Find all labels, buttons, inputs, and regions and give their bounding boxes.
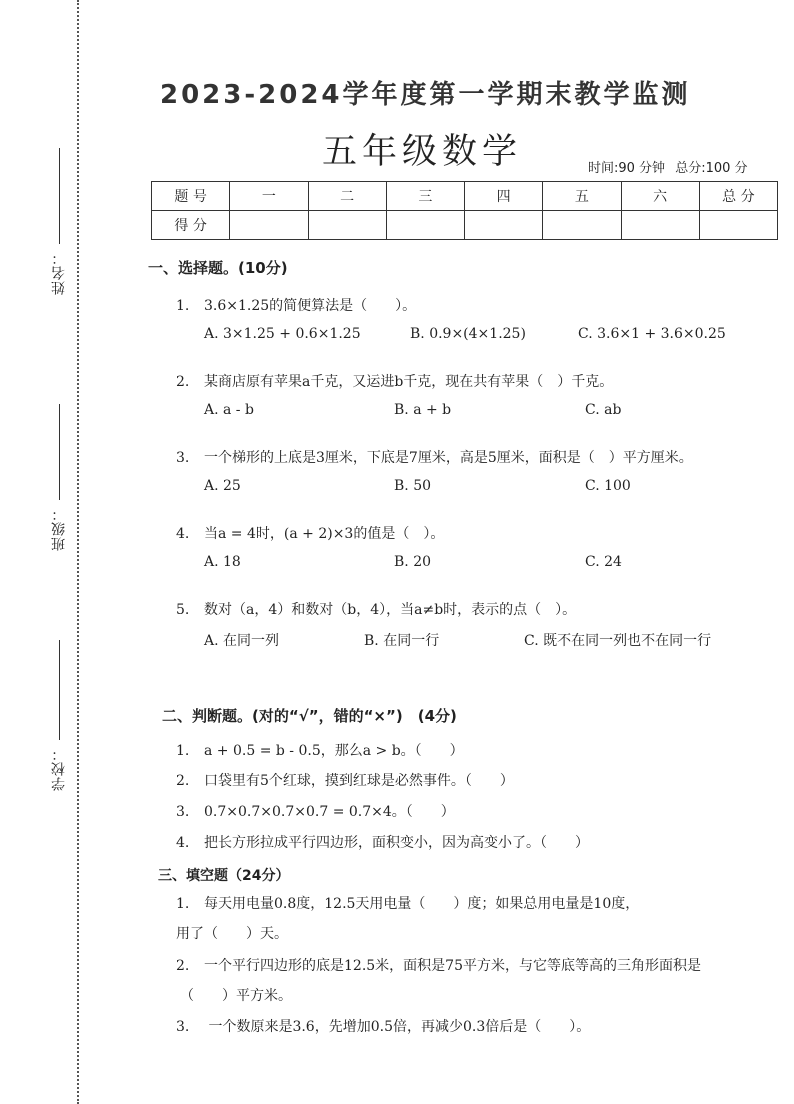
option-c[interactable]: C. ab [585,402,622,418]
option-b[interactable]: B. a + b [394,402,452,418]
time-info [588,157,754,176]
question-text: 口袋里有5个红球，摸到红球是必然事件。（ ） [204,773,514,789]
option-b[interactable]: B. 0.9×(4×1.25) [410,326,526,342]
question-number: 2. [176,958,190,974]
question-continuation: 用了（ ）天。 [176,926,288,942]
question-number: 1. [176,743,190,759]
question-text: 每天用电量0.8度，12.5天用电量（ ）度；如果总用电量是10度， [204,896,640,912]
question [176,1016,590,1036]
question [176,447,693,467]
table-cell: 一 [230,182,308,211]
question-text: 3.6×1.25的简便算法是（ ）。 [204,298,417,314]
question-number: 5. [176,602,190,618]
table-cell: 二 [308,182,386,211]
option-a[interactable]: A. 18 [204,554,241,570]
score-cell[interactable] [308,211,386,240]
score-cell[interactable] [386,211,464,240]
table-cell: 题 号 [152,182,230,211]
option-c[interactable]: C. 24 [585,554,622,570]
question-text: 一个数原来是3.6，先增加0.5倍，再减少0.3倍后是（ ）。 [204,1019,591,1035]
class-label: 班级： [51,506,67,551]
question-number: 4. [176,835,190,851]
question [176,599,576,619]
question-text: 数对（a，4）和数对（b，4），当a≠b时，表示的点（ ）。 [204,602,577,618]
question [176,371,613,391]
option-b[interactable]: B. 在同一行 [364,633,440,649]
name-label: 姓名： [51,250,67,295]
time-limit: 时间:90 分钟 [588,161,666,176]
table-cell: 总 分 [699,182,777,211]
option-b[interactable]: B. 50 [394,478,432,494]
question-text: 某商店原有苹果a千克，又运进b千克，现在共有苹果（ ）千克。 [204,374,614,390]
name-blank-line [59,148,60,244]
question [176,801,455,821]
score-table [151,181,778,240]
question [176,893,639,913]
option-a[interactable]: A. 在同一列 [204,633,280,649]
score-cell[interactable] [543,211,621,240]
section2-heading: 二、判断题。(对的“√”，错的“×”) (4分) [162,707,457,725]
option-a[interactable]: A. 3×1.25 + 0.6×1.25 [204,326,361,342]
table-cell: 六 [621,182,699,211]
score-cell[interactable] [230,211,308,240]
score-table-header-row [152,182,778,211]
name-field [46,148,72,295]
class-field [46,404,72,551]
score-cell[interactable] [621,211,699,240]
class-blank-line [59,404,60,500]
score-cell[interactable] [699,211,777,240]
school-blank-line [59,640,60,740]
question-number: 1. [176,896,190,912]
option-c[interactable]: C. 3.6×1 + 3.6×0.25 [578,326,726,342]
school-label: 学校： [51,746,67,791]
question-text: 当a = 4时，(a + 2)×3的值是（ ）。 [204,526,445,542]
score-table-score-row [152,211,778,240]
table-cell: 五 [543,182,621,211]
option-c[interactable]: C. 100 [585,478,631,494]
question-text: 把长方形拉成平行四边形，面积变小，因为高变小了。（ ） [204,835,589,851]
question-number: 2. [176,374,190,390]
option-b[interactable]: B. 20 [394,554,432,570]
exam-title: 2023-2024学年度第一学期末教学监测 [160,80,691,110]
question [176,295,416,315]
question-number: 2. [176,773,190,789]
question-text: 一个梯形的上底是3厘米，下底是7厘米，高是5厘米，面积是（ ）平方厘米。 [204,450,693,466]
option-a[interactable]: A. a - b [204,402,254,418]
question-text: 0.7×0.7×0.7×0.7 = 0.7×4。（ ） [204,804,455,820]
table-cell: 三 [386,182,464,211]
question-number: 4. [176,526,190,542]
question [176,955,701,975]
table-cell: 四 [465,182,543,211]
binding-dotted-line [77,0,79,1104]
question-number: 3. [176,1019,190,1035]
question [176,770,514,790]
section3-heading: 三、填空题（24分） [158,868,290,884]
exam-subtitle: 五年级数学 [322,132,523,172]
question-continuation: （ ）平方米。 [180,988,292,1004]
total-score: 总分:100 分 [675,161,748,176]
question [176,740,464,760]
question [176,832,589,852]
question-number: 3. [176,450,190,466]
option-c[interactable]: C. 既不在同一列也不在同一行 [524,633,712,649]
table-cell: 得 分 [152,211,230,240]
question-text: 一个平行四边形的底是12.5米，面积是75平方米，与它等底等高的三角形面积是 [204,958,701,974]
section1-heading: 一、选择题。(10分) [148,259,288,277]
question-text: a + 0.5 = b - 0.5，那么a > b。（ ） [204,743,464,759]
option-a[interactable]: A. 25 [204,478,241,494]
score-cell[interactable] [465,211,543,240]
question-number: 3. [176,804,190,820]
question-number: 1. [176,298,190,314]
school-field [46,640,72,791]
question [176,523,444,543]
